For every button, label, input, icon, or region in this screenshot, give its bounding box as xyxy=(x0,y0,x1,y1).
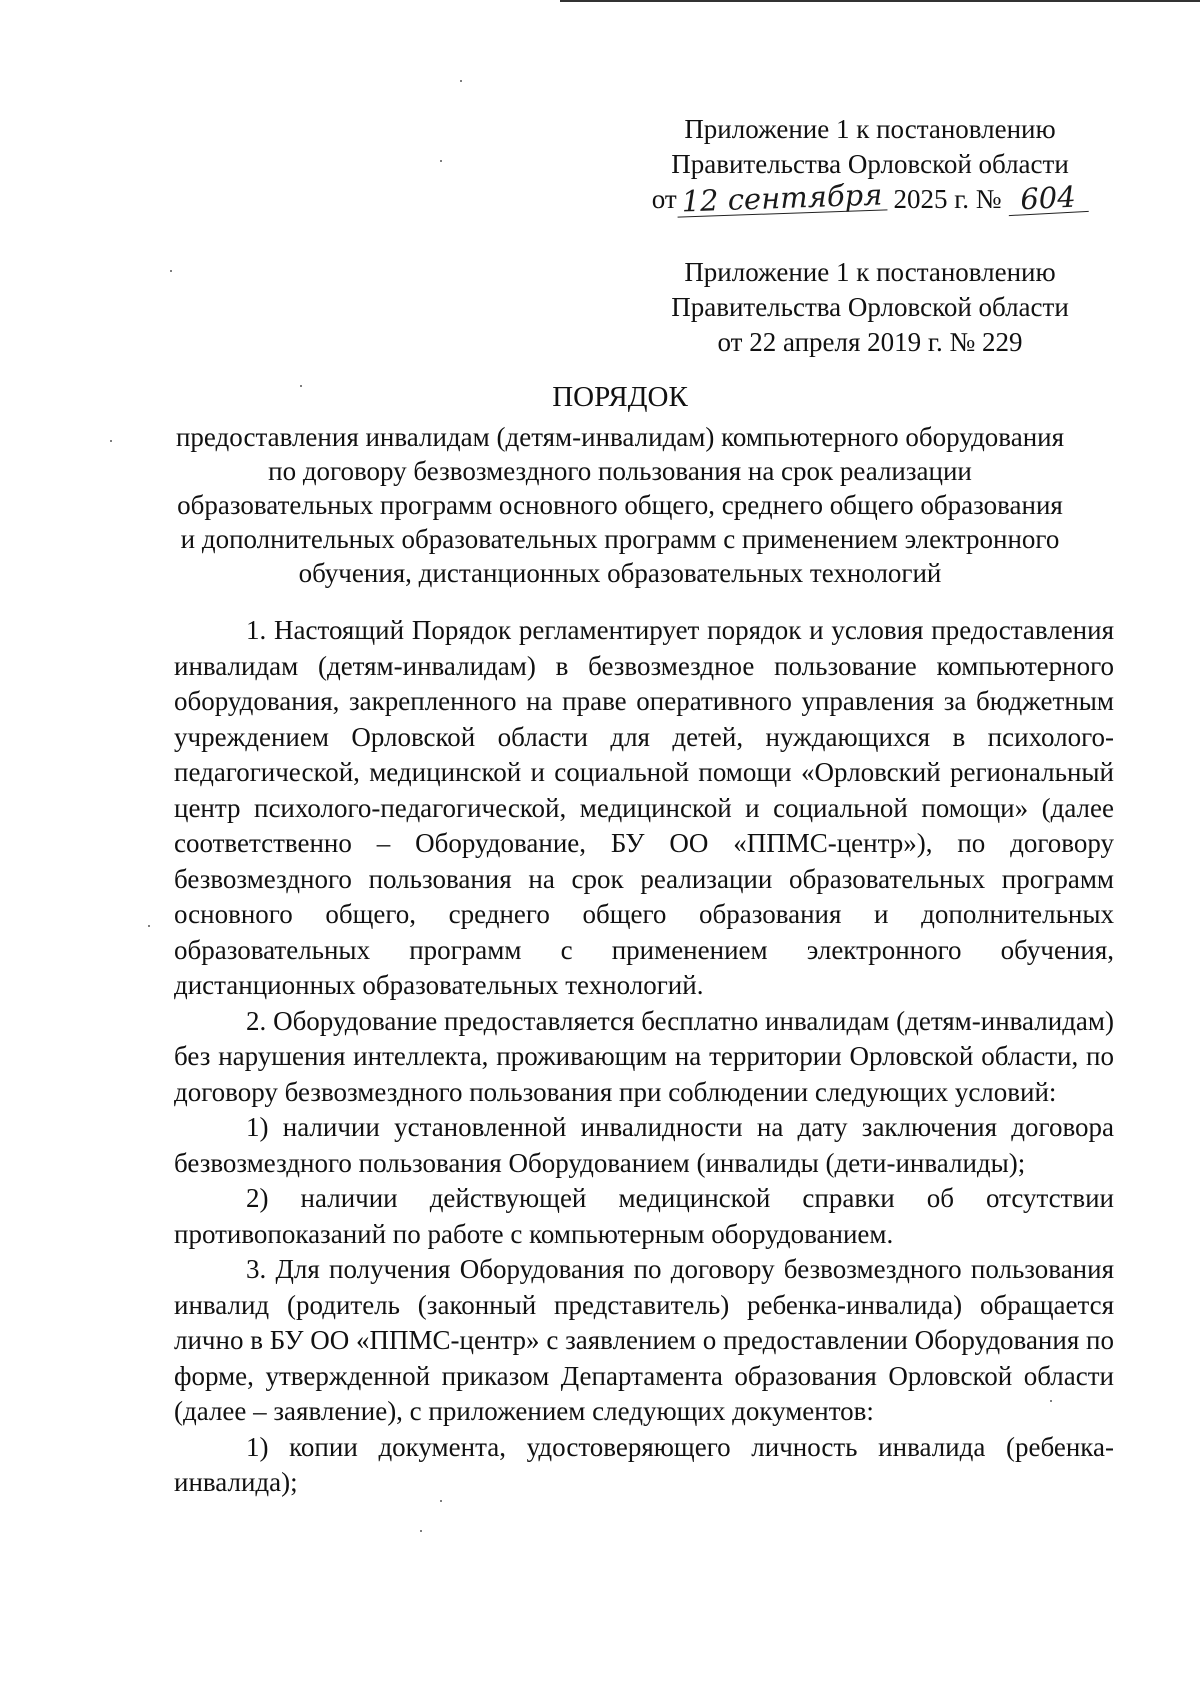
appendix-header-current xyxy=(600,112,1140,217)
appendix-date-line xyxy=(600,177,1140,219)
appendix-line: от 22 апреля 2019 г. № 229 xyxy=(717,327,1023,357)
scan-speck xyxy=(110,440,112,442)
scan-edge-line xyxy=(560,0,1200,2)
handwritten-number: 604 xyxy=(1007,181,1089,216)
paragraph: 1) наличии установленной инвалидности на дату заключения договора безвозмездного пользования Оборудованием (инвалиды (дети-инвалиды); xyxy=(174,1112,1114,1178)
appendix-line: Правительства Орловской области xyxy=(671,292,1069,322)
scan-speck xyxy=(420,1530,422,1532)
appendix-line: Правительства Орловской области xyxy=(671,149,1069,179)
document-subtitle: предоставления инвалидам (детям-инвалидам) компьютерного оборудования по договору безвозмездного пользования на срок реализации образовательных программ основного общего, среднего общего образования и дополнительных образовательных программ с применением электронного обучения, дистанционных образовательных технологий xyxy=(175,422,1065,588)
paragraph: 2. Оборудование предоставляется бесплатно инвалидам (детям-инвалидам) без нарушения интеллекта, проживающим на территории Орловской области, по договору безвозмездного пользования при соблюдении следующих условий: xyxy=(174,1005,1114,1107)
paragraph: 1. Настоящий Порядок регламентирует порядок и условия предоставления инвалидам (детям-инвалидам) в безвозмездное пользование компьютерного оборудования, закрепленного на праве оперативного управления за бюджетным учреждением Орловской области для детей, нуждающихся в психолого-педагогической, медицинской и социальной помощи «Орловский региональный центр психолого-педагогической, медицинской и социальной помощи» (далее соответственно – Оборудование, БУ ОО «ППМС-центр»), по договору безвозмездного пользования на срок реализации образовательных программ основного общего, среднего общего образования и дополнительных образовательных программ с применением электронного обучения, дистанционных образовательных технологий. xyxy=(174,615,1114,1000)
paragraph: 2) наличии действующей медицинской справки об отсутствии противопоказаний по работе с компьютерным оборудованием. xyxy=(174,1183,1114,1249)
date-prefix: от xyxy=(651,184,677,214)
appendix-line: Приложение 1 к постановлению xyxy=(684,114,1056,144)
appendix-line: Приложение 1 к постановлению xyxy=(684,257,1056,287)
year-label: 2025 г. № xyxy=(893,184,1002,214)
handwritten-date: 12 сентября xyxy=(676,179,887,217)
scan-speck xyxy=(460,80,462,82)
paragraph: 1) копии документа, удостоверяющего личность инвалида (ребенка-инвалида); xyxy=(174,1431,1114,1497)
scan-speck xyxy=(440,160,442,162)
document-title: ПОРЯДОК xyxy=(552,381,688,413)
scan-speck xyxy=(300,385,302,387)
document-body xyxy=(174,613,1114,1501)
appendix-header-original xyxy=(600,255,1140,360)
scan-speck xyxy=(170,270,172,272)
scan-speck xyxy=(1050,1400,1052,1402)
paragraph: 3. Для получения Оборудования по договору безвозмездного пользования инвалид (родитель (законный представитель) ребенка-инвалида) обращается лично в БУ ОО «ППМС-центр» с заявлением о предоставлении Оборудования по форме, утвержденной приказом Департамента образования Орловской области (далее – заявление), с приложением следующих документов: xyxy=(174,1254,1114,1426)
scan-speck xyxy=(148,925,150,927)
scan-speck xyxy=(440,1500,442,1502)
